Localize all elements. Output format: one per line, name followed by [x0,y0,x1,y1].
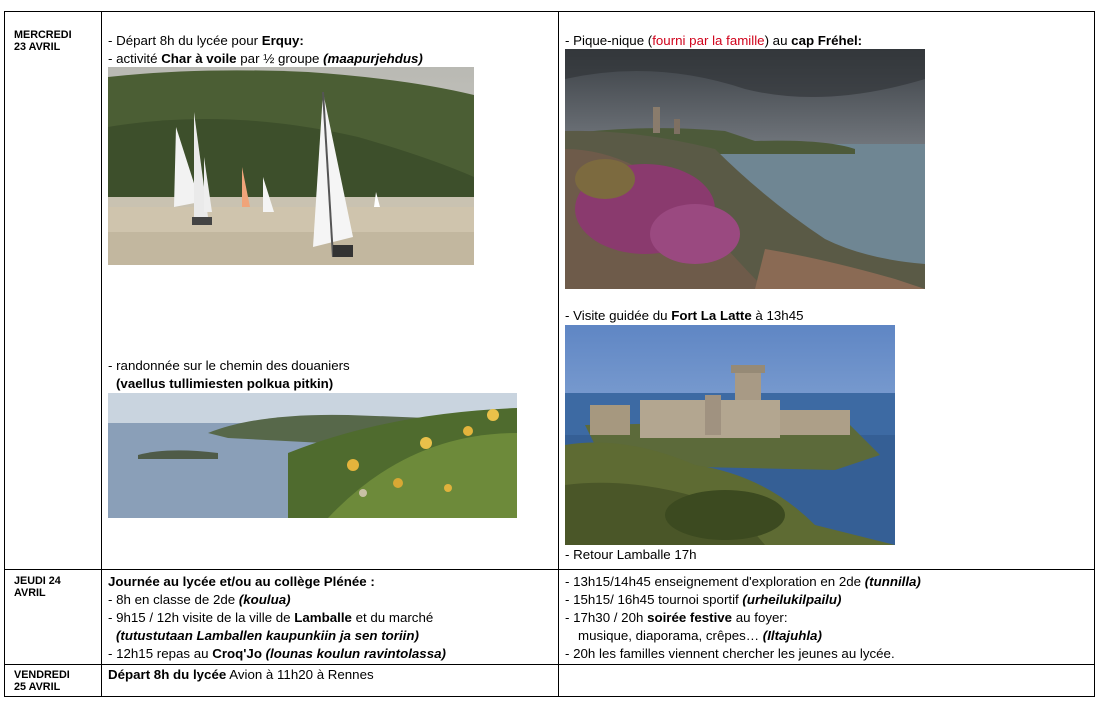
col-divider-1 [101,11,102,697]
fri-left-line1: Départ 8h du lycée Avion à 11h20 à Rennes [108,667,374,682]
table-border-right [1094,11,1095,697]
wed-left-line4: (vaellus tullimiesten polkua pitkin) [116,376,334,391]
thu-left-title: Journée au lycée et/ou au collège Plénée : [108,574,375,589]
thu-left-line4: - 12h15 repas au Croq'Jo (lounas koulun ravintolassa) [108,646,446,661]
thu-left-line3: (tutustutaan Lamballen kaupunkiin ja sen toriin) [116,628,419,643]
wed-right-line3: - Retour Lamballe 17h [565,547,697,562]
coastal-path-photo [108,393,517,518]
cap-frehel-photo [565,49,925,289]
thu-right-line1: - 13h15/14h45 enseignement d'exploration en 2de (tunnilla) [565,574,921,589]
thu-left-line1: - 8h en classe de 2de (koulua) [108,592,291,607]
thu-left-line2: - 9h15 / 12h visite de la ville de Lamballe et du marché [108,610,434,625]
fort-la-latte-photo [565,325,895,545]
thu-right-line2: - 15h15/ 16h45 tournoi sportif (urheilukilpailu) [565,592,842,607]
thu-right-line4: musique, diaporama, crêpes… (Iltajuhla) [578,628,822,643]
row-divider-1 [4,569,1095,570]
row-divider-2 [4,664,1095,665]
table-border-bottom [4,696,1095,697]
wed-left-line2: - activité Char à voile par ½ groupe (maapurjehdus) [108,51,423,66]
day-label-friday: VENDREDI 25 AVRIL [14,669,70,693]
table-border-top [4,11,1095,12]
wed-left-line1: - Départ 8h du lycée pour Erquy: [108,33,304,48]
col-divider-2 [558,11,559,697]
thu-right-line3: - 17h30 / 20h soirée festive au foyer: [565,610,788,625]
day-label-thursday: JEUDI 24 AVRIL [14,575,61,599]
wed-right-line2: - Visite guidée du Fort La Latte à 13h45 [565,308,804,323]
thu-right-line5: - 20h les familles viennent chercher les jeunes au lycée. [565,646,895,661]
wed-left-line3: - randonnée sur le chemin des douaniers [108,358,350,373]
day-label-wednesday: MERCREDI 23 AVRIL [14,29,72,53]
land-yachts-on-beach-photo [108,67,474,265]
table-border-left [4,11,5,697]
wed-right-line1: - Pique-nique (fourni par la famille) au cap Fréhel: [565,33,863,48]
